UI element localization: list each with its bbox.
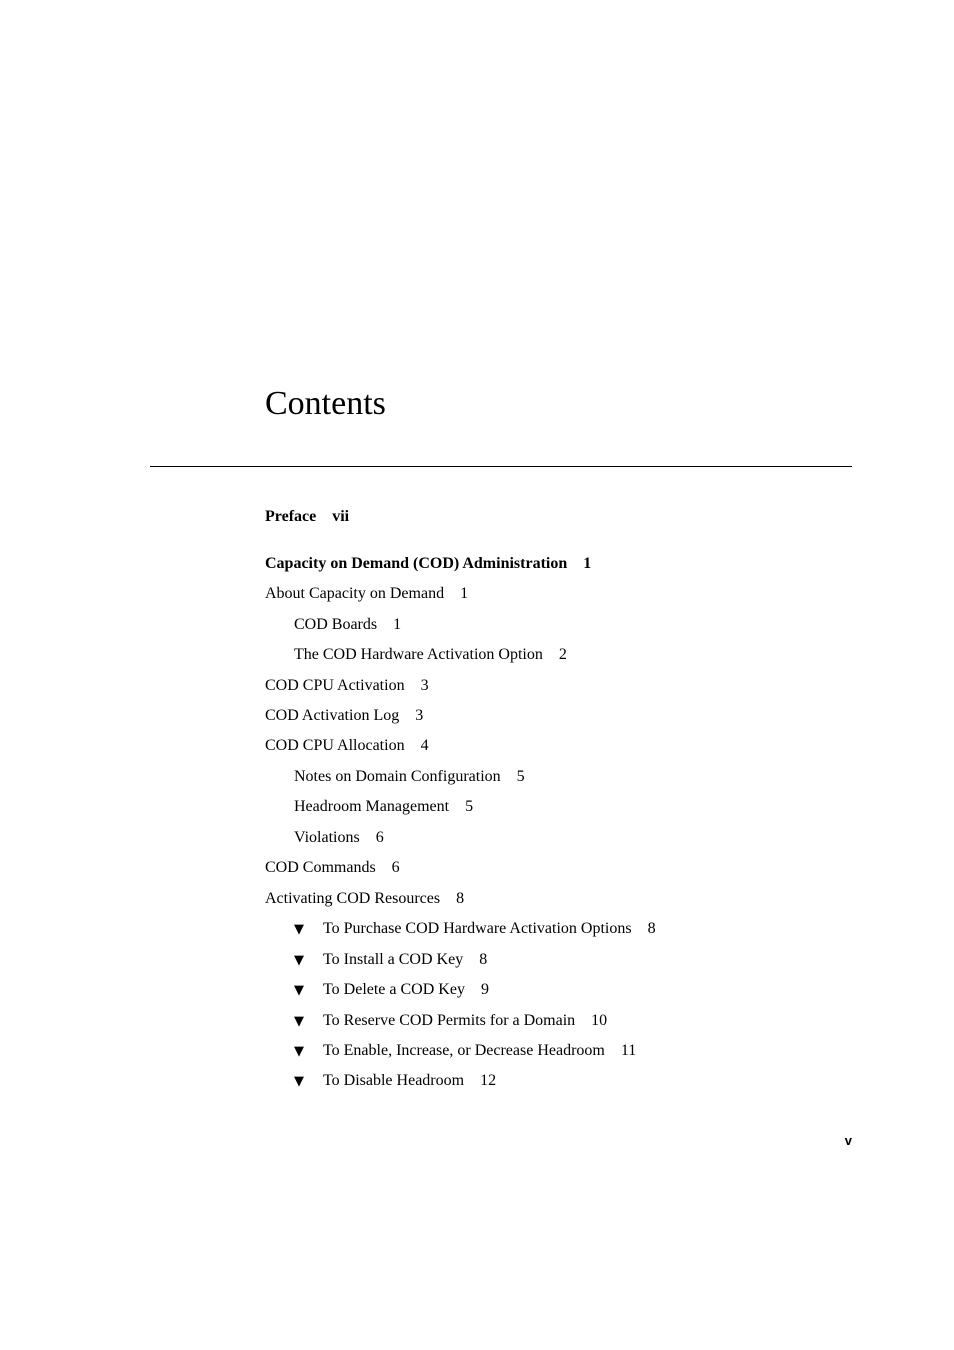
toc-entry-page: 1 bbox=[583, 555, 592, 572]
toc-entry[interactable] bbox=[294, 1070, 496, 1093]
toc-entry[interactable] bbox=[294, 1040, 636, 1063]
toc-entry-page: 4 bbox=[420, 737, 429, 754]
triangle-bullet-icon: ▼ bbox=[294, 1044, 304, 1059]
toc-entry-label: Headroom Management bbox=[294, 798, 450, 815]
toc-entry[interactable] bbox=[265, 583, 468, 605]
toc-entry-label: COD Commands bbox=[265, 859, 376, 876]
triangle-bullet-icon: ▼ bbox=[294, 1014, 304, 1029]
toc-entry-label: COD CPU Allocation bbox=[265, 737, 405, 754]
toc-entry[interactable] bbox=[294, 644, 567, 666]
toc-entry-page: 1 bbox=[393, 616, 402, 633]
triangle-bullet-icon: ▼ bbox=[294, 983, 304, 998]
toc-entry-page: 12 bbox=[480, 1072, 497, 1089]
toc-entry-label: COD Boards bbox=[294, 616, 378, 633]
toc-entry[interactable] bbox=[265, 675, 429, 697]
triangle-bullet-icon: ▼ bbox=[294, 922, 304, 937]
toc-entry[interactable] bbox=[294, 979, 489, 1002]
toc-entry-label: Capacity on Demand (COD) Administration bbox=[265, 555, 568, 572]
toc-entry[interactable] bbox=[294, 796, 473, 818]
page-number: v bbox=[844, 1133, 852, 1148]
toc-entry-label: About Capacity on Demand bbox=[265, 585, 445, 602]
toc-entry-label: To Reserve COD Permits for a Domain bbox=[323, 1012, 576, 1029]
toc-entry-page: 6 bbox=[391, 859, 400, 876]
toc-entry-label: Activating COD Resources bbox=[265, 890, 441, 907]
toc-entry-label: To Purchase COD Hardware Activation Options bbox=[323, 920, 632, 937]
toc-entry-label: Notes on Domain Configuration bbox=[294, 768, 501, 785]
toc-entry-page: 2 bbox=[558, 646, 567, 663]
toc-entry-page: 11 bbox=[620, 1042, 637, 1059]
toc-entry-page: vii bbox=[332, 508, 350, 525]
toc-entry[interactable] bbox=[265, 735, 429, 757]
toc-entry-page: 10 bbox=[591, 1012, 608, 1029]
toc-entry-page: 3 bbox=[420, 677, 429, 694]
toc-entry[interactable] bbox=[294, 614, 401, 636]
toc-entry-label: To Disable Headroom bbox=[323, 1072, 465, 1089]
toc-entry[interactable] bbox=[265, 857, 400, 879]
triangle-bullet-icon: ▼ bbox=[294, 1074, 304, 1089]
toc-entry-page: 9 bbox=[480, 981, 489, 998]
toc-entry[interactable] bbox=[265, 553, 591, 575]
toc-entry[interactable] bbox=[294, 766, 525, 788]
toc-entry-label: To Delete a COD Key bbox=[323, 981, 465, 998]
toc-entry[interactable] bbox=[294, 1010, 607, 1033]
toc-entry-page: 3 bbox=[415, 707, 424, 724]
toc-entry-label: To Install a COD Key bbox=[323, 951, 464, 968]
toc-entry-label: Preface bbox=[265, 508, 317, 525]
toc-entry-page: 5 bbox=[465, 798, 474, 815]
toc-entry-label: Violations bbox=[294, 829, 360, 846]
toc-entry-label: To Enable, Increase, or Decrease Headroom bbox=[323, 1042, 605, 1059]
toc-entry[interactable] bbox=[294, 949, 487, 972]
triangle-bullet-icon: ▼ bbox=[294, 953, 304, 968]
toc-entry[interactable] bbox=[265, 888, 464, 910]
toc-entry-page: 8 bbox=[479, 951, 488, 968]
toc-entry-page: 6 bbox=[375, 829, 384, 846]
toc-entry-page: 1 bbox=[460, 585, 469, 602]
toc-entry-label: COD Activation Log bbox=[265, 707, 400, 724]
title-rule bbox=[150, 466, 852, 467]
toc-entry[interactable] bbox=[294, 918, 656, 941]
page-title: Contents bbox=[265, 385, 386, 422]
toc-entry-page: 5 bbox=[516, 768, 525, 785]
toc-entry-label: The COD Hardware Activation Option bbox=[294, 646, 543, 663]
toc-entry-page: 8 bbox=[456, 890, 465, 907]
toc-entry-page: 8 bbox=[647, 920, 656, 937]
toc-entry[interactable] bbox=[265, 705, 423, 727]
toc-entry[interactable] bbox=[265, 506, 349, 528]
toc-entry-label: COD CPU Activation bbox=[265, 677, 405, 694]
toc-entry[interactable] bbox=[294, 827, 384, 849]
